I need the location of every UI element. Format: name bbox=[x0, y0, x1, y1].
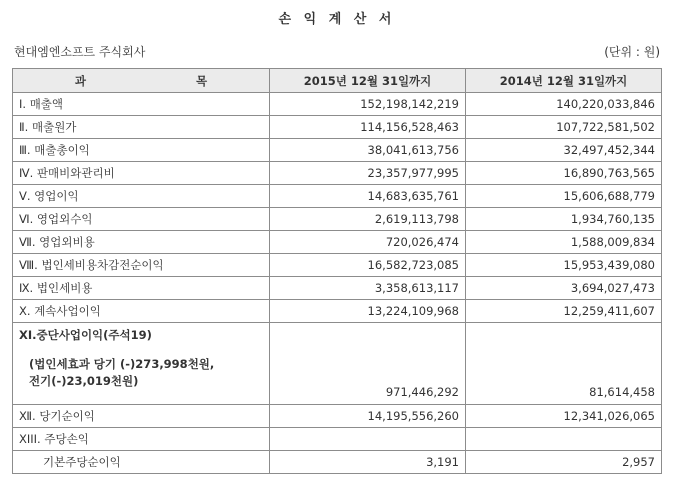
row-label: Ⅷ. 법인세비용차감전순이익 bbox=[13, 254, 270, 277]
value-2014 bbox=[466, 428, 662, 451]
discontinued-title: XI.중단사업이익(주석19) bbox=[19, 328, 152, 342]
header-2014: 2014년 12월 31일까지 bbox=[466, 69, 662, 93]
value-2015: 16,582,723,085 bbox=[270, 254, 466, 277]
row-label: XIII. 주당손익 bbox=[13, 428, 270, 451]
value-2015: 14,195,556,260 bbox=[270, 405, 466, 428]
value-2014: 1,588,009,834 bbox=[466, 231, 662, 254]
value-2015: 152,198,142,219 bbox=[270, 93, 466, 116]
header-item-left: 과 bbox=[74, 73, 86, 88]
table-row bbox=[13, 231, 662, 254]
value-2015: 13,224,109,968 bbox=[270, 300, 466, 323]
header-item bbox=[13, 69, 270, 93]
table-row bbox=[13, 254, 662, 277]
table-row-discontinued bbox=[13, 323, 662, 405]
discontinued-note-2: 전기(-)23,019천원) bbox=[29, 374, 139, 388]
table-row bbox=[13, 185, 662, 208]
unit-label: (단위 : 원) bbox=[604, 45, 660, 59]
row-label: Ⅹ. 계속사업이익 bbox=[13, 300, 270, 323]
row-label: Ⅳ. 판매비와관리비 bbox=[13, 162, 270, 185]
table-row bbox=[13, 208, 662, 231]
row-label: Ⅸ. 법인세비용 bbox=[13, 277, 270, 300]
value-2014: 32,497,452,344 bbox=[466, 139, 662, 162]
value-2015: 971,446,292 bbox=[270, 323, 466, 405]
row-label: Ⅰ. 매출액 bbox=[13, 93, 270, 116]
value-2015: 114,156,528,463 bbox=[270, 116, 466, 139]
row-label: Ⅻ. 당기순이익 bbox=[13, 405, 270, 428]
value-2015: 3,358,613,117 bbox=[270, 277, 466, 300]
income-statement-table bbox=[12, 68, 662, 474]
table-row bbox=[13, 116, 662, 139]
row-label: Ⅵ. 영업외수익 bbox=[13, 208, 270, 231]
value-2015: 14,683,635,761 bbox=[270, 185, 466, 208]
value-2014: 107,722,581,502 bbox=[466, 116, 662, 139]
table-row bbox=[13, 451, 662, 474]
value-2014: 3,694,027,473 bbox=[466, 277, 662, 300]
row-label: 기본주당순이익 bbox=[13, 451, 270, 474]
row-label: Ⅶ. 영업외비용 bbox=[13, 231, 270, 254]
row-label: Ⅲ. 매출총이익 bbox=[13, 139, 270, 162]
table-row bbox=[13, 277, 662, 300]
value-2014: 2,957 bbox=[466, 451, 662, 474]
row-label-discontinued bbox=[13, 323, 270, 405]
table-row bbox=[13, 405, 662, 428]
value-2014: 12,259,411,607 bbox=[466, 300, 662, 323]
value-2015 bbox=[270, 428, 466, 451]
value-2015: 2,619,113,798 bbox=[270, 208, 466, 231]
header-2015: 2015년 12월 31일까지 bbox=[270, 69, 466, 93]
value-2014: 81,614,458 bbox=[466, 323, 662, 405]
value-2014: 16,890,763,565 bbox=[466, 162, 662, 185]
company-name: 현대엠엔소프트 주식회사 bbox=[14, 45, 146, 59]
value-2015: 23,357,977,995 bbox=[270, 162, 466, 185]
table-row bbox=[13, 428, 662, 451]
value-2014: 140,220,033,846 bbox=[466, 93, 662, 116]
table-row bbox=[13, 139, 662, 162]
row-label: Ⅱ. 매출원가 bbox=[13, 116, 270, 139]
value-2015: 38,041,613,756 bbox=[270, 139, 466, 162]
header-row bbox=[13, 69, 662, 93]
value-2014: 1,934,760,135 bbox=[466, 208, 662, 231]
discontinued-note-1: (법인세효과 당기 (-)273,998천원, bbox=[29, 357, 215, 371]
value-2014: 15,606,688,779 bbox=[466, 185, 662, 208]
value-2014: 12,341,026,065 bbox=[466, 405, 662, 428]
value-2015: 720,026,474 bbox=[270, 231, 466, 254]
header-item-right: 목 bbox=[196, 73, 208, 88]
table-row bbox=[13, 93, 662, 116]
table-row bbox=[13, 300, 662, 323]
value-2015: 3,191 bbox=[270, 451, 466, 474]
statement-title: 손 익 계 산 서 bbox=[278, 12, 396, 27]
row-label: Ⅴ. 영업이익 bbox=[13, 185, 270, 208]
value-2014: 15,953,439,080 bbox=[466, 254, 662, 277]
table-row bbox=[13, 162, 662, 185]
